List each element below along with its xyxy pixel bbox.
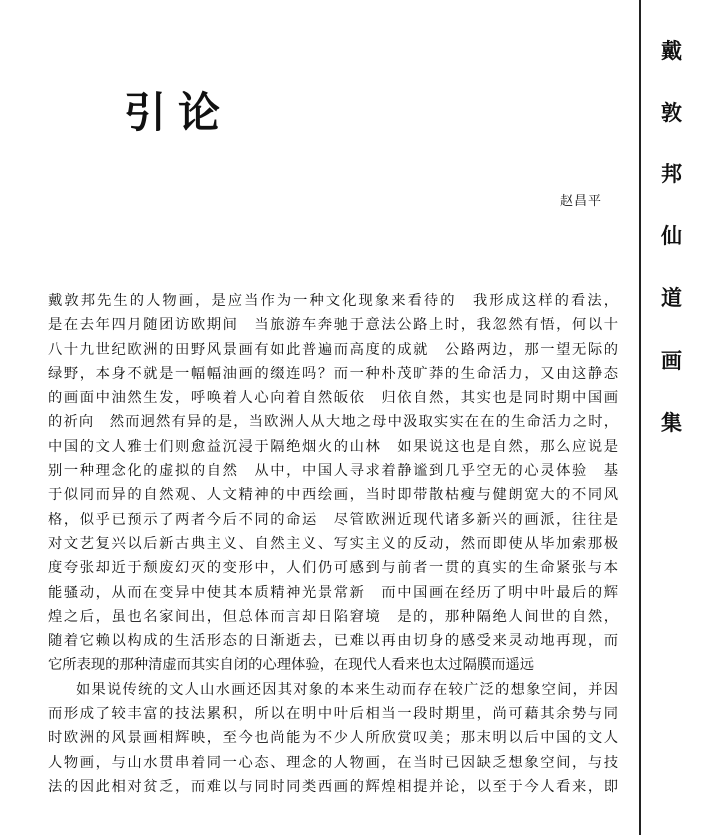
text-line: 是在去年四月随团访欧期间 当旅游车奔驰于意法公路上时，我忽然有悟，何以十 [48, 317, 618, 334]
text-line: 法的因此相对贫乏，而难以与同时同类西画的辉煌相提并论，以至于今人看来，即 [48, 778, 618, 795]
side-title-char: 戴 [661, 38, 682, 63]
side-title-char: 仙 [661, 223, 682, 248]
side-title-char: 画 [661, 348, 682, 373]
text-line: 格，似乎已预示了两者今后不同的命运 尽管欧洲近现代诸多新兴的画派，往往是 [48, 511, 618, 528]
text-line: 的画面中油然生发，呼唤着人心向着自然皈依 归依自然，其实也是同时期中国画 [48, 390, 618, 407]
text-line: 随着它赖以构成的生活形态的日渐逝去，已难以再由切身的感受来灵动地再现，而 [48, 633, 618, 650]
text-line: 绿野，本身不就是一幅幅油画的缀连吗？而一种朴茂旷莽的生命活力，又由这静态 [48, 365, 618, 382]
text-line: 中国的文人雅士们则愈益沉浸于隔绝烟火的山林 如果说这也是自然，那么应说是 [48, 438, 618, 455]
text-line: 八十九世纪欧洲的田野风景画有如此普遍而高度的成就 公路两边，那一望无际的 [48, 341, 618, 358]
side-title-char: 集 [661, 410, 682, 435]
text-line: 于似同而异的自然观、人文精神的中西绘画，当时即带散枯瘦与健朗宽大的不同风 [48, 487, 618, 504]
text-line: 别一种理念化的虚拟的自然 从中，中国人寻求着静谧到几乎空无的心灵体验 基 [48, 463, 618, 480]
text-line: 煌之后，虽也名家间出，但总体而言却日陷窘境 是的，那种隔绝人间世的自然， [48, 608, 618, 625]
text-line: 戴敦邦先生的人物画，是应当作为一种文化现象来看待的 我形成这样的看法， [48, 293, 618, 309]
chapter-title: 引论 [124, 88, 233, 137]
text-line: 它所表现的那种清虚而其实自闭的心理体验，在现代人看来也太过隔膜而遥远 [48, 657, 535, 674]
body-text [48, 289, 618, 799]
text-line: 对文艺复兴以后新古典主义、自然主义、写实主义的反动，然而即使从毕加索那极 [48, 535, 618, 552]
text-line: 人物画，与山水贯串着同一心态、理念的人物画，在当时已因缺乏想象空间，与技 [48, 754, 618, 771]
side-title-char: 道 [661, 285, 682, 310]
side-title-char: 邦 [661, 161, 682, 186]
text-line: 如果说传统的文人山水画还因其对象的本来生动而存在较广泛的想象空间，并因 [76, 681, 618, 698]
text-line: 而形成了较丰富的技法累积，所以在明中叶后相当一段时期里，尚可藉其余势与同 [48, 706, 618, 723]
side-book-title [641, 0, 702, 835]
text-line: 度夸张却近于颓废幻灭的变形中，人们仍可感到与前者一贯的真实的生命紧张与本 [48, 560, 618, 577]
text-line: 能骚动，从而在变异中使其本质精神光景常新 而中国画在经历了明中叶最后的辉 [48, 584, 618, 601]
text-line: 的祈向 然而迥然有异的是，当欧洲人从大地之母中汲取实实在在的生命活力之时， [48, 414, 618, 431]
text-line: 时欧洲的风景画相辉映，至今也尚能为不少人所欣赏叹美；那末明以后中国的文人 [48, 730, 618, 747]
author-name: 赵昌平 [560, 194, 603, 209]
side-title-char: 敦 [661, 100, 682, 125]
